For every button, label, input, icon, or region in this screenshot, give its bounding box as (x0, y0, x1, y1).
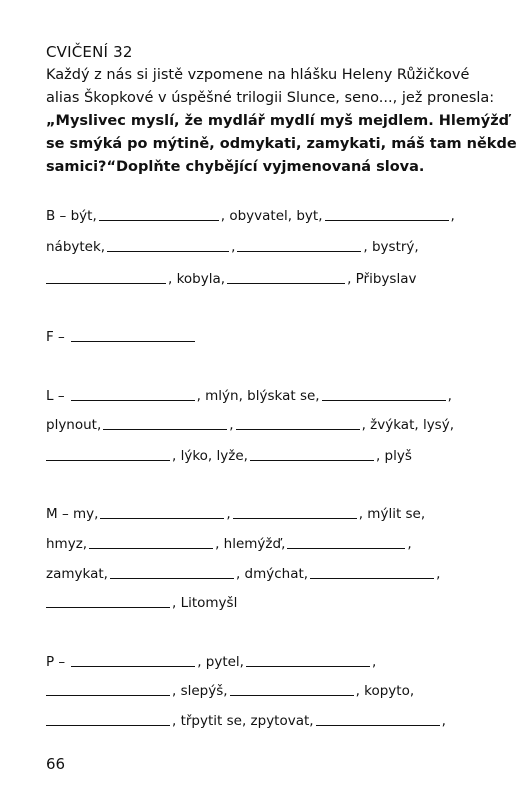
exercise-row-b2 (46, 235, 419, 255)
exercise-row-m4 (46, 591, 237, 611)
row-text: zamykat, (46, 566, 108, 582)
row-text: , kopyto, (355, 683, 415, 699)
row-text: B – být, (46, 208, 97, 224)
answer-blank[interactable] (71, 399, 195, 401)
answer-blank[interactable] (236, 428, 360, 430)
answer-blank[interactable] (110, 577, 234, 579)
row-text: F – (46, 329, 65, 345)
answer-blank[interactable] (227, 282, 345, 284)
exercise-row-m2 (46, 532, 412, 552)
exercise-row-m1 (46, 502, 425, 522)
answer-blank[interactable] (71, 340, 195, 342)
row-text: , mýlit se, (358, 506, 426, 522)
exercise-title: CVIČENÍ 32 (46, 43, 133, 61)
intro-line: alias Škopkové v úspěšné trilogii Slunce, seno..., jež pronesla: (46, 90, 495, 106)
answer-blank[interactable] (246, 665, 370, 667)
intro-line: „Myslivec myslí, že mydlář mydlí myš mejdlem. Hlemýžď (46, 113, 510, 129)
exercise-row-l3 (46, 444, 412, 464)
row-text: , (436, 566, 441, 582)
answer-blank[interactable] (46, 459, 170, 461)
row-text: nábytek, (46, 239, 106, 255)
answer-blank[interactable] (46, 724, 170, 726)
exercise-instructions (46, 64, 517, 179)
intro-line: samici?“Doplňte chybějící vyjmenovaná slova. (46, 159, 425, 175)
row-text: , třpytit se, zpytovat, (172, 713, 314, 729)
answer-blank[interactable] (103, 428, 227, 430)
intro-line: se smýká po mýtině, odmykati, zamykati, máš tam někde (46, 136, 517, 152)
answer-blank[interactable] (107, 250, 229, 252)
row-text: , mlýn, blýskat se, (196, 388, 320, 404)
row-text: , (229, 417, 234, 433)
row-text: , (371, 654, 377, 670)
row-text: , lýko, lyže, (172, 448, 248, 464)
row-text: , Přibyslav (347, 271, 417, 287)
row-text: , dmýchat, (235, 566, 309, 582)
answer-blank[interactable] (233, 517, 357, 519)
answer-blank[interactable] (316, 724, 440, 726)
row-text: , (450, 208, 455, 224)
answer-blank[interactable] (325, 219, 449, 221)
answer-blank[interactable] (100, 517, 224, 519)
row-text: , kobyla, (168, 271, 226, 287)
answer-blank[interactable] (71, 665, 195, 667)
exercise-row-p2 (46, 679, 414, 699)
row-text: , slepýš, (172, 683, 228, 699)
row-text: , (447, 388, 452, 404)
exercise-row-l2 (46, 413, 454, 433)
row-text: , žvýkat, lysý, (361, 417, 454, 433)
answer-blank[interactable] (46, 694, 170, 696)
exercise-row-b1 (46, 204, 455, 224)
answer-blank[interactable] (46, 606, 170, 608)
answer-blank[interactable] (250, 459, 374, 461)
row-text: , pytel, (197, 654, 244, 670)
intro-line: Každý z nás si jistě vzpomene na hlášku Heleny Růžičkové (46, 67, 470, 83)
exercise-row-m3 (46, 562, 440, 582)
answer-blank[interactable] (89, 547, 213, 549)
answer-blank[interactable] (237, 250, 361, 252)
row-text: L – (46, 388, 65, 404)
row-text: , (231, 239, 236, 255)
row-text: , plyš (375, 448, 412, 464)
row-text: , hlemýžď, (215, 536, 286, 552)
answer-blank[interactable] (46, 282, 166, 284)
row-text: P – (46, 654, 66, 670)
row-text: , (226, 506, 231, 522)
answer-blank[interactable] (99, 219, 219, 221)
row-text: M – my, (46, 506, 99, 522)
answer-blank[interactable] (310, 577, 434, 579)
answer-blank[interactable] (322, 399, 446, 401)
exercise-row-p1 (46, 650, 376, 670)
answer-blank[interactable] (287, 547, 405, 549)
exercise-row-l1 (46, 384, 452, 404)
exercise-row-f1 (46, 325, 197, 345)
answer-blank[interactable] (230, 694, 354, 696)
row-text: , bystrý, (363, 239, 419, 255)
page-number: 66 (46, 755, 66, 773)
row-text: , (407, 536, 412, 552)
row-text: , Litomyšl (172, 595, 238, 611)
exercise-row-b3 (46, 267, 416, 287)
row-text: hmyz, (46, 536, 88, 552)
row-text: plynout, (46, 417, 102, 433)
row-text: , (441, 713, 446, 729)
exercise-row-p3 (46, 709, 446, 729)
row-text: , obyvatel, byt, (220, 208, 323, 224)
